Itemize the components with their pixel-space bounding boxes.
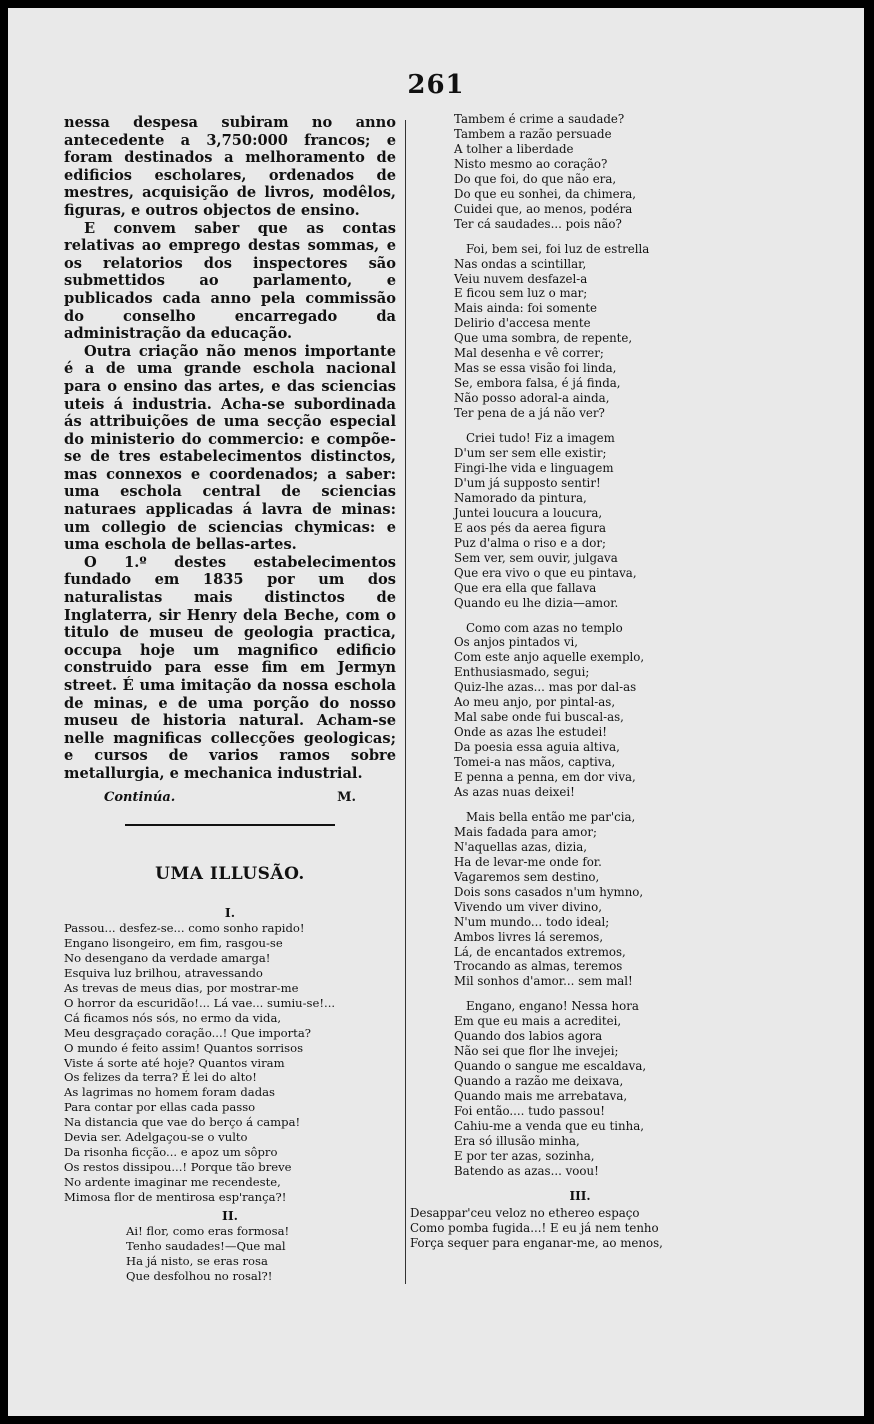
poem-stanza-3 [410,1206,670,1251]
poem-stanza [410,621,670,800]
poem-line: Ha de levar-me onde for. [454,854,602,869]
poem-line: Namorado da pintura, [454,490,587,505]
left-column [64,114,396,1284]
poem-line: Se, embora falsa, é já finda, [454,376,621,391]
poem-line: Esquiva luz brilhou, atravessando [64,966,263,981]
poem-line: Na distancia que vae do berço á campa! [64,1115,301,1130]
poem-stanza [410,810,670,989]
poem-line: Para contar por ellas cada passo [64,1100,256,1115]
article-signoff [64,789,396,807]
poem-stanza [410,999,670,1178]
poem-line: Em que eu mais a acreditei, [454,1014,622,1029]
poem-stanza [410,431,670,610]
poem-line: Que uma sombra, de repente, [454,331,633,346]
poem-line: O mundo é feito assim! Quantos sorrisos [64,1040,304,1055]
poem-line: Tambem a razão persuade [454,126,612,141]
poem-line: Engano, engano! Nessa hora [466,999,639,1014]
poem-line: E ficou sem luz o mar; [454,286,588,301]
poem-line: Fingi-lhe vida e linguagem [454,460,614,475]
poem-line: Que desfolhou no rosal?! [126,1268,273,1283]
poem-line: Quando eu lhe dizia—amor. [454,595,619,610]
poem-line: D'um já supposto sentir! [454,475,601,490]
poem-line: Quando o sangue me escaldava, [454,1059,647,1074]
poem-line: N'aquellas azas, dizia, [454,839,588,854]
poem-line: As trevas de meus dias, por mostrar-me [64,980,299,995]
poem-line: Os restos dissipou...! Porque tão breve [64,1159,292,1174]
poem-stanza-1 [64,921,396,1204]
right-column [410,112,670,1251]
poem-line: Como com azas no templo [466,620,623,635]
poem-section-2: II. [221,1207,239,1223]
section-divider-rule [125,824,335,826]
paragraph-4: O 1.º destes estabelecimentos fundado em 1835 por um dos naturalistas mais distinctos de Inglaterra, sir Henry dela Beche, com o titulo de museu de geologia practica, occupa hoje um magnifico edificio construido para esse fim em Jermyn street. É uma imitação da nossa eschola de minas, e de uma porção do nosso museu de historia natural. Acham-se nelle magnificas collecções geologicas; e cursos de varios ramos sobre metallurgia, e mechanica industrial. [64,553,396,782]
poem-line: Quando mais me arrebatava, [454,1089,628,1104]
poem-section-3: III. [569,1188,591,1203]
poem-line: N'um mundo... todo ideal; [454,914,610,929]
poem-line: Força sequer para enganar-me, ao menos, [410,1235,663,1250]
paragraph-3: Outra criação não menos importante é a de uma grande eschola nacional para o ensino das artes, e das sciencias uteis á industria. Acha-se subordinada ás attribuições de uma secção especial do ministerio do commercio: e compõe-se de tres estabelecimentos distinctos, mas connexos e coordenados; a saber: uma eschola central de sciencias naturaes applicadas á lavra de minas: um collegio de sciencias chymicas: e uma eschola de bellas-artes. [64,342,396,554]
poem-title: UMA ILLUSÃO. [155,864,305,885]
poem-line: Ter pena de a já não ver? [454,406,605,421]
poem-line: Ai! flor, como eras formosa! [126,1224,290,1239]
poem-stanza [410,242,670,421]
poem-line: No ardente imaginar me recendeste, [64,1174,281,1189]
poem-line: Tenho saudades!—Que mal [126,1239,286,1254]
poem-line: Mal sabe onde fui buscal-as, [454,710,624,725]
poem-line: Com este anjo aquelle exemplo, [454,650,645,665]
poem-line: Do que eu sonhei, da chimera, [454,186,637,201]
poem-line: Veiu nuvem desfazel-a [454,271,588,286]
poem-line: Viste á sorte até hoje? Quantos viram [64,1055,285,1070]
column-divider [405,120,406,1284]
poem-line: Ambos livres lá seremos, [454,929,604,944]
author-signature: M. [337,789,356,805]
poem-line: Batendo as azas... voou! [454,1163,599,1178]
poem-line: Cuidei que, ao menos, podéra [454,201,633,216]
poem-line: Foi então.... tudo passou! [454,1104,606,1119]
poem-line: Quiz-lhe azas... mas por dal-as [454,680,637,695]
poem-line: Juntei loucura a loucura, [454,505,603,520]
poem-stanza-2-start [64,1224,396,1284]
poem-line: Tambem é crime a saudade? [454,112,625,126]
poem-line: A tolher a liberdade [454,141,574,156]
paragraph-2: E convem saber que as contas relativas ao emprego destas sommas, e os relatorios dos inspectores são submettidos ao parlamento, e publicados cada anno pela commissão do conselho encarregado da administração da educação. [64,219,396,343]
poem-line: Enthusiasmado, segui; [454,665,590,680]
poem-line: Lá, de encantados extremos, [454,944,626,959]
poem-line: Os anjos pintados vi, [454,635,579,650]
poem-line: Os felizes da terra? É lei do alto! [64,1070,257,1085]
poem-line: Sem ver, sem ouvir, julgava [454,550,618,565]
poem-line: As lagrimas no homem foram dadas [64,1085,275,1100]
poem-line: Mimosa flor de mentirosa esp'rança?! [64,1189,287,1204]
poem-line: D'um ser sem elle existir; [454,446,607,461]
poem-line: E aos pés da aerea figura [454,520,607,535]
poem-line: Não posso adoral-a ainda, [454,391,610,406]
poem-line: Que era vivo o que eu pintava, [454,565,637,580]
poem-line: Que era ella que fallava [454,580,597,595]
poem-section-1: I. [224,904,236,920]
continua-note: Continúa. [104,789,176,805]
poem-line: Mais fadada para amor; [454,824,597,839]
poem-line: Devia ser. Adelgaçou-se o vulto [64,1130,248,1145]
poem-line: Dois sons casados n'um hymno, [454,884,644,899]
poem-line: E penna a penna, em dor viva, [454,770,636,785]
poem-line: Do que foi, do que não era, [454,171,617,186]
newspaper-page [8,8,864,1416]
poem-line: Vagaremos sem destino, [454,869,600,884]
paragraph-1: nessa despesa subiram no anno antecedente a 3,750:000 francos; e foram destinados a melhoramento de edificios escholares, ordenados de mestres, acquisição de livros, modêlos, figuras, e outros objectos de ensino. [64,114,396,219]
poem-line: Ter cá saudades... pois não? [454,216,622,231]
poem-line: Foi, bem sei, foi luz de estrella [466,241,650,256]
poem-line: Quando a razão me deixava, [454,1074,624,1089]
poem-line: Vivendo um viver divino, [454,899,602,914]
poem-line: Da poesia essa aguia altiva, [454,740,620,755]
poem-line: Criei tudo! Fiz a imagem [466,431,615,446]
poem-line: Quando dos labios agora [454,1029,603,1044]
poem-line: Desappar'ceu veloz no ethereo espaço [410,1205,640,1220]
poem-line: Não sei que flor lhe invejei; [454,1044,619,1059]
poem-line: Nas ondas a scintillar, [454,256,587,271]
poem-line: Mas se essa visão foi linda, [454,361,617,376]
poem-line: Meu desgraçado coração...! Que importa? [64,1025,311,1040]
poem-line: Era só illusão minha, [454,1133,580,1148]
poem-line: Ha já nisto, se eras rosa [126,1253,268,1268]
poem-line: Mais bella então me par'cia, [466,809,636,824]
poem-line: Da risonha ficção... e apoz um sôpro [64,1144,278,1159]
poem-line: Delirio d'accesa mente [454,316,591,331]
poem-line: Mais ainda: foi somente [454,301,598,316]
poem-line: No desengano da verdade amarga! [64,951,271,966]
page-number: 261 [407,70,465,100]
poem-line: Onde as azas lhe estudei! [454,725,607,740]
poem-line: Mil sonhos d'amor... sem mal! [454,974,633,989]
poem-line: Mal desenha e vê correr; [454,346,604,361]
poem-line: Tomei-a nas mãos, captiva, [454,755,616,770]
poem-line: Passou... desfez-se... como sonho rapido! [64,921,305,936]
poem-line: E por ter azas, sozinha, [454,1148,595,1163]
poem-line: O horror da escuridão!... Lá vae... sumiu-se!... [64,995,336,1010]
poem-line: Puz d'alma o riso e a dor; [454,535,607,550]
poem-line: Cá ficamos nós sós, no ermo da vida, [64,1010,282,1025]
poem-line: Ao meu anjo, por pintal-as, [454,695,616,710]
poem-line: As azas nuas deixei! [454,784,575,799]
poem-line: Engano lisongeiro, em fim, rasgou-se [64,936,283,951]
poem-line: Como pomba fugida...! E eu já nem tenho [410,1220,659,1235]
poem-stanza [410,112,670,232]
poem-line: Trocando as almas, teremos [454,959,623,974]
poem-line: Cahiu-me a venda que eu tinha, [454,1119,644,1133]
poem-line: Nisto mesmo ao coração? [454,156,608,171]
